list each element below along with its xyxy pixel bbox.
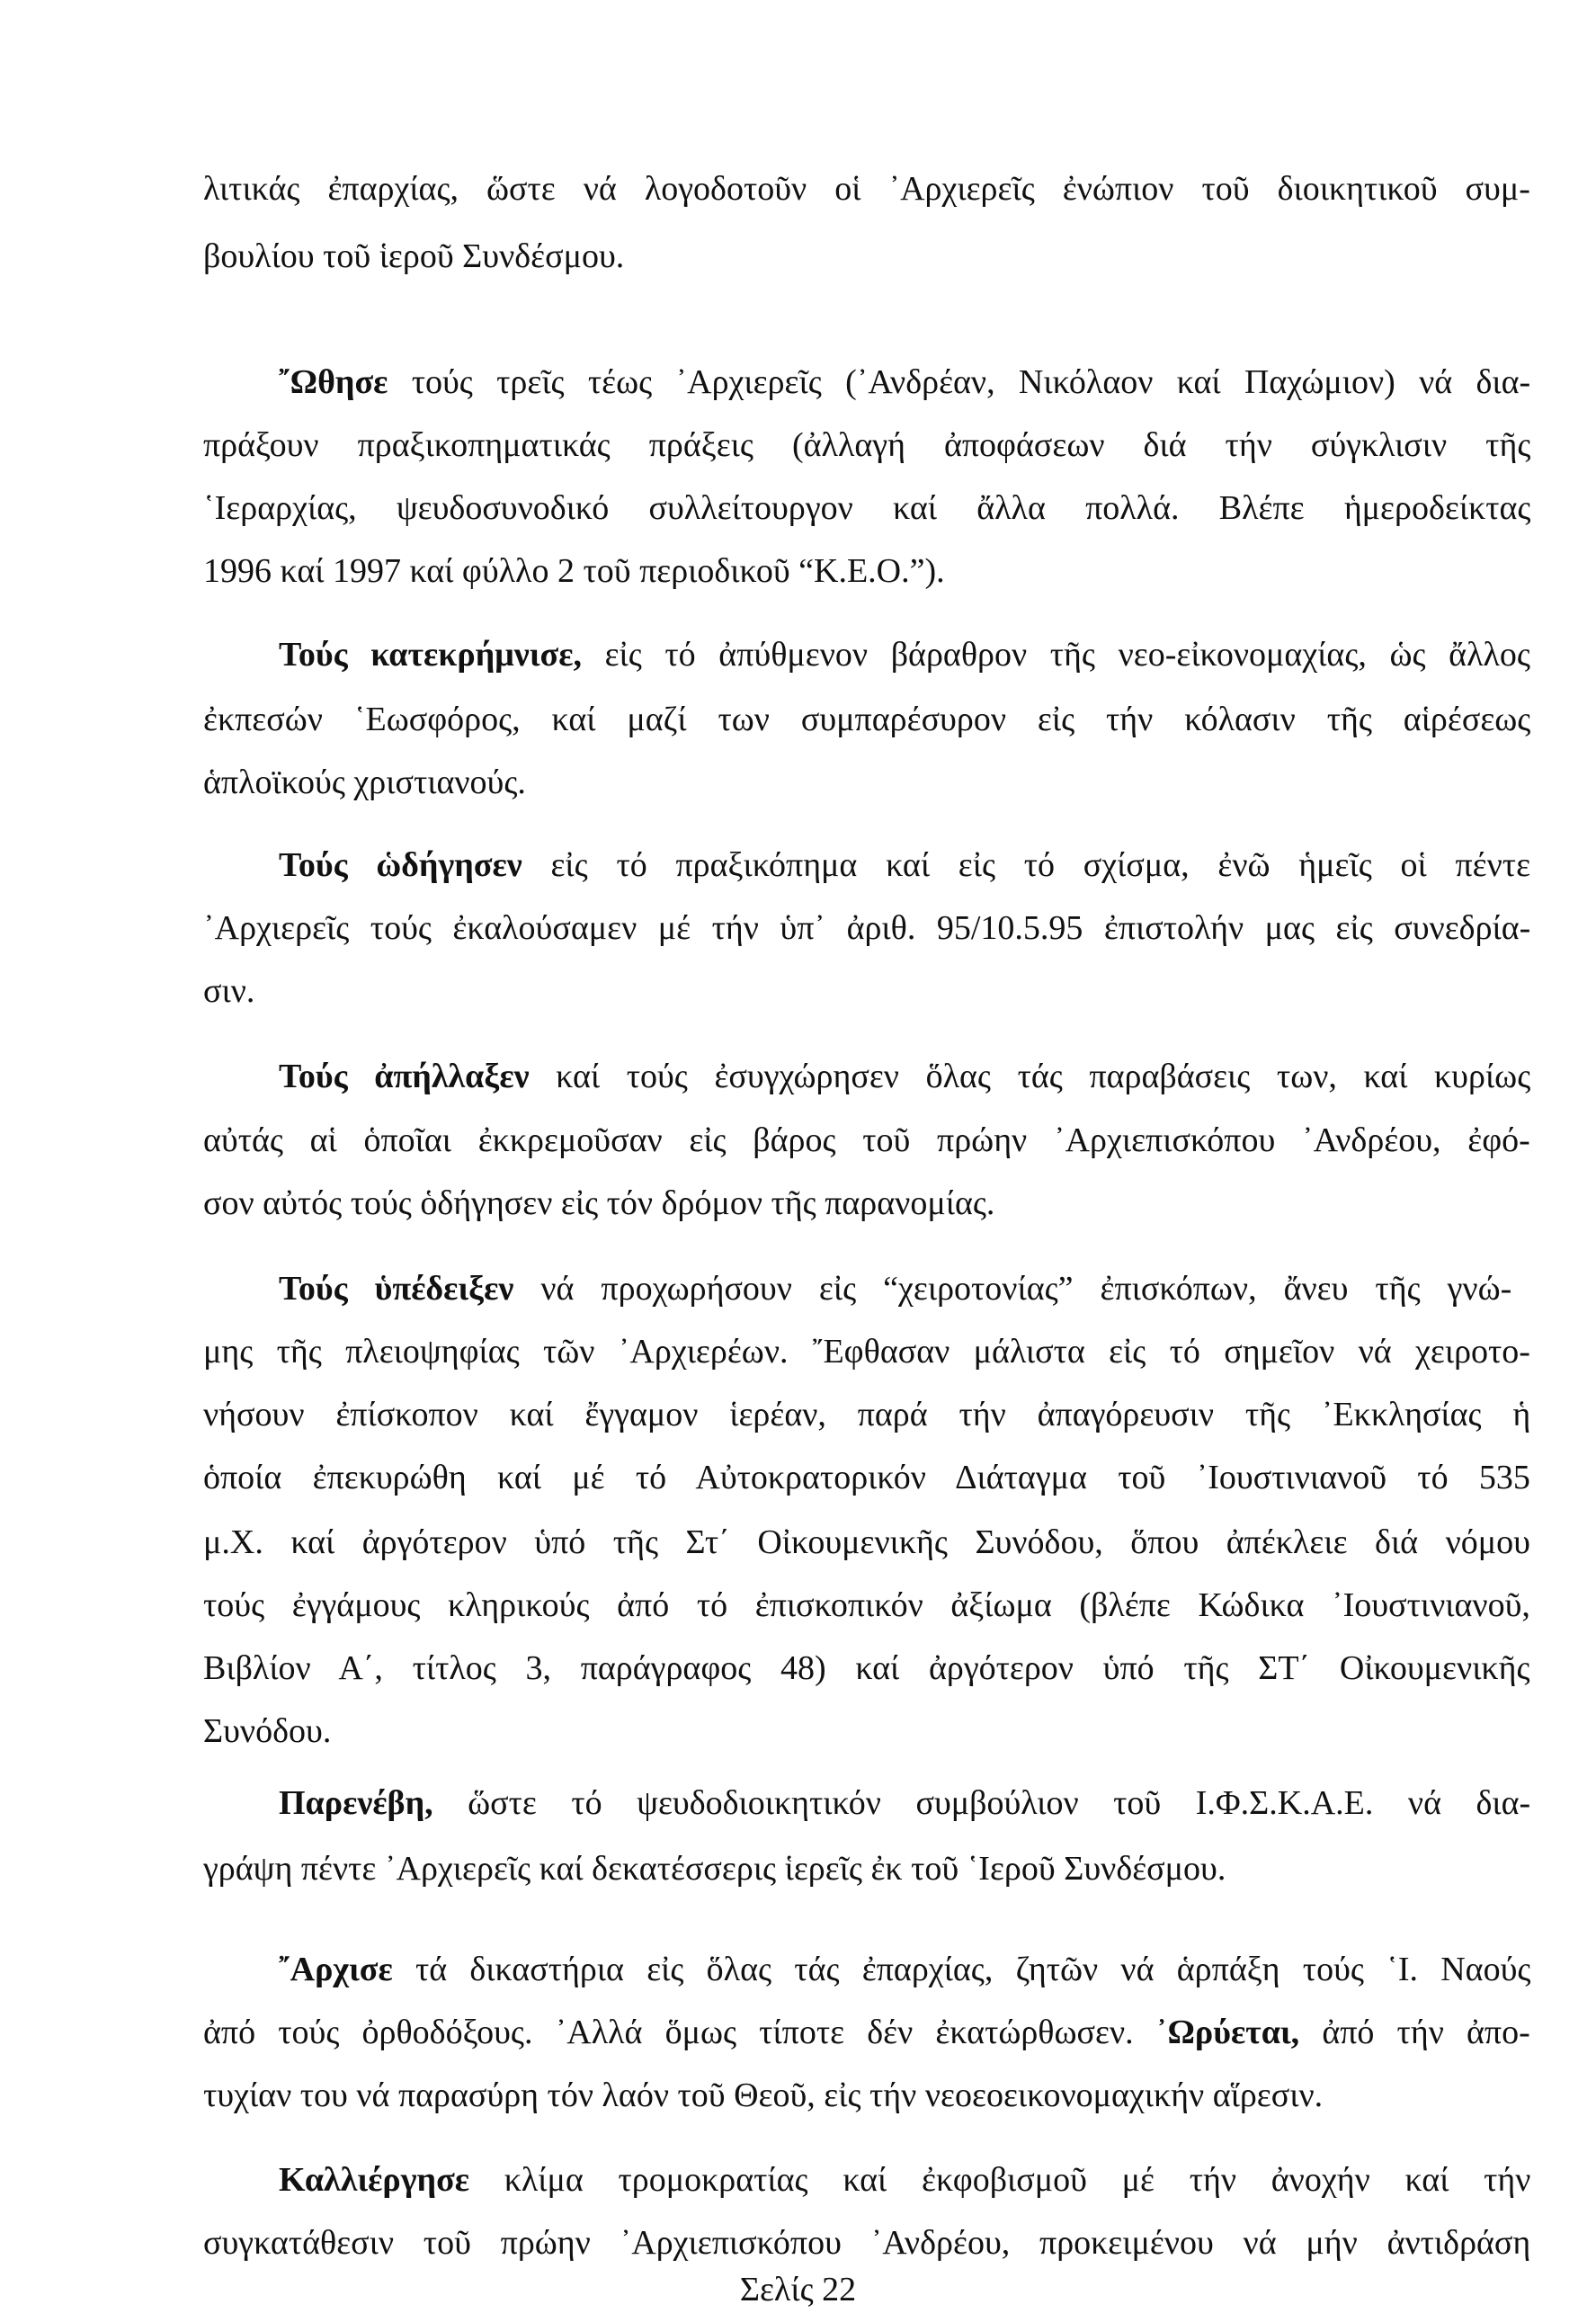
line-text: ὥστε τό ψευδοδιοικητικόν συμβούλιον τοῦ Ι.Φ.Σ.Κ.Α.Ε. νά δια- xyxy=(432,1784,1531,1822)
line-text: τυχίαν του νά παρασύρη τόν λαόν τοῦ Θεοῦ, εἰς τήν νεοεοεικονομαχικήν αἵρεσιν. xyxy=(203,2076,1324,2114)
line-text: ὁποία ἐπεκυρώθη καί μέ τό Αὐτοκρατορικόν Διάταγμα τοῦ ᾿Ιουστινιανοῦ τό 535 xyxy=(203,1459,1530,1496)
text-line xyxy=(203,1391,1530,1438)
bold-lead-word: Καλλιέργησε xyxy=(279,2161,469,2199)
bold-lead-word: Τούς ὑπέδειξεν xyxy=(279,1270,514,1308)
text-line xyxy=(203,2072,1530,2119)
line-text: Βιβλίον Α΄, τίτλος 3, παράγραφος 48) καί ἀργότερον ὑπό τῆς ΣΤ΄ Οἰκουμενικῆς xyxy=(203,1649,1530,1687)
line-text: ῾Ιεραρχίας, ψευδοσυνοδικό συλλείτουργον καί ἄλλα πολλά. Βλέπε ἡμεροδείκτας xyxy=(203,489,1531,527)
line-text: αὐτάς αἱ ὁποῖαι ἐκκρεμοῦσαν εἰς βάρος τοῦ πρώην ᾿Αρχιεπισκόπου ᾿Ανδρέου, ἐφό- xyxy=(203,1121,1530,1159)
line-text: Συνόδου. xyxy=(203,1712,332,1750)
text-line xyxy=(279,1265,1530,1312)
bold-lead-word: Τούς ὡδήγησεν xyxy=(279,846,522,884)
text-line xyxy=(203,1454,1530,1501)
text-line xyxy=(203,1845,1530,1892)
line-text: τά δικαστήρια εἰς ὅλας τάς ἐπαρχίας, ζητῶν νά ἁρπάξη τούς ῾Ι. Ναούς xyxy=(392,1951,1531,1988)
bold-lead-word: ῎Ωθησε xyxy=(279,363,388,401)
line-text: μης τῆς πλειοψηφίας τῶν ᾿Αρχιερέων. ῎Εφθασαν μάλιστα εἰς τό σημεῖον νά χειροτο- xyxy=(203,1333,1530,1371)
line-text: νά προχωρήσουν εἰς “χειροτονίας” ἐπισκόπων, ἄνευ τῆς γνώ- xyxy=(513,1270,1512,1308)
text-line xyxy=(279,631,1530,678)
text-line xyxy=(279,1053,1530,1100)
bold-lead-word: Τούς ἀπήλλαξεν xyxy=(279,1058,530,1095)
line-text: τούς τρεῖς τέως ᾿Αρχιερεῖς (᾿Ανδρέαν, Νικόλαον καί Παχώμιον) νά δια- xyxy=(388,363,1531,401)
text-line xyxy=(203,165,1530,212)
text-line xyxy=(279,842,1530,889)
line-text: ἀπό τήν ἀπο- xyxy=(1299,2014,1530,2051)
line-text: ἁπλοϊκούς χριστιανούς. xyxy=(203,764,526,801)
text-line xyxy=(203,1582,1530,1629)
line-text: 1996 καί 1997 καί φύλλο 2 τοῦ περιοδικοῦ “Κ.Ε.Ο.”). xyxy=(203,552,945,590)
line-text: σιν. xyxy=(203,972,255,1010)
line-text: ἀπό τούς ὀρθοδόξους. ᾿Αλλά ὅμως τίποτε δέν ἐκατώρθωσεν. xyxy=(203,2014,1156,2051)
bold-inline-word: ᾿Ωρύεται, xyxy=(1155,2014,1300,2051)
bold-lead-word: Παρενέβη, xyxy=(279,1784,433,1822)
text-line xyxy=(279,1780,1530,1826)
line-text: κλίμα τρομοκρατίας καί ἐκφοβισμοῦ μέ τήν ἀνοχήν καί τήν xyxy=(469,2161,1531,2199)
text-line xyxy=(279,2157,1530,2203)
line-text: βουλίου τοῦ ἱεροῦ Συνδέσμου. xyxy=(203,237,625,275)
line-text: σον αὐτός τούς ὁδήγησεν εἰς τόν δρόμον τῆς παρανομίας. xyxy=(203,1184,995,1222)
text-line xyxy=(203,1519,1530,1566)
line-text: συγκατάθεσιν τοῦ πρώην ᾿Αρχιεπισκόπου ᾿Ανδρέου, προκειμένου νά μήν ἀντιδράση xyxy=(203,2224,1531,2262)
page-number: Σελίς 22 xyxy=(739,2271,857,2309)
line-text: τούς ἐγγάμους κληρικούς ἀπό τό ἐπισκοπικόν ἀξίωμα (βλέπε Κώδικα ᾿Ιουστινιανοῦ, xyxy=(203,1586,1530,1624)
text-line xyxy=(203,233,1530,280)
text-line xyxy=(203,905,1530,951)
text-line xyxy=(203,968,1530,1014)
text-line xyxy=(203,2009,1530,2056)
bold-lead-word: Τούς κατεκρήμνισε, xyxy=(279,636,582,674)
line-text: ᾿Αρχιερεῖς τούς ἐκαλούσαμεν μέ τήν ὑπ᾿ ἀριθ. 95/10.5.95 ἐπιστολήν μας εἰς συνεδρία- xyxy=(203,909,1531,947)
text-line xyxy=(203,485,1530,531)
text-line xyxy=(203,548,1530,594)
text-line xyxy=(203,696,1530,743)
text-line xyxy=(203,1328,1530,1375)
text-line xyxy=(203,1708,1530,1755)
text-line xyxy=(203,1645,1530,1692)
text-line xyxy=(203,1117,1530,1164)
line-text: καί τούς ἐσυγχώρησεν ὅλας τάς παραβάσεις των, καί κυρίως xyxy=(529,1058,1531,1095)
bold-lead-word: ῎Αρχισε xyxy=(279,1951,393,1988)
line-text: εἰς τό πραξικόπημα καί εἰς τό σχίσμα, ἐνῶ ἡμεῖς οἱ πέντε xyxy=(522,846,1531,884)
line-text: πράξουν πραξικοπηματικάς πράξεις (ἀλλαγή ἀποφάσεων διά τήν σύγκλισιν τῆς xyxy=(203,426,1531,464)
text-line xyxy=(203,2219,1530,2266)
line-text: εἰς τό ἀπύθμενον βάραθρον τῆς νεο-εἰκονομαχίας, ὡς ἄλλος xyxy=(581,636,1530,674)
line-text: λιτικάς ἐπαρχίας, ὥστε νά λογοδοτοῦν οἱ ᾿Αρχιερεῖς ἐνώπιον τοῦ διοικητικοῦ συμ- xyxy=(203,170,1530,208)
text-line xyxy=(203,422,1530,469)
text-line xyxy=(279,359,1530,406)
line-text: γράψη πέντε ᾿Αρχιερεῖς καί δεκατέσσερις ἱερεῖς ἐκ τοῦ ῾Ιεροῦ Συνδέσμου. xyxy=(203,1850,1226,1888)
line-text: νήσουν ἐπίσκοπον καί ἔγγαμον ἱερέαν, παρά τήν ἀπαγόρευσιν τῆς ᾿Εκκλησίας ἡ xyxy=(203,1396,1531,1433)
text-line xyxy=(279,1946,1530,1993)
text-line xyxy=(203,1180,1530,1227)
text-line xyxy=(203,759,1530,806)
line-text: μ.Χ. καί ἀργότερον ὑπό τῆς Στ΄ Οἰκουμενικῆς Συνόδου, ὅπου ἀπέκλειε διά νόμου xyxy=(203,1523,1530,1561)
line-text: ἐκπεσών ῾Εωσφόρος, καί μαζί των συμπαρέσυρον εἰς τήν κόλασιν τῆς αἱρέσεως xyxy=(203,701,1531,738)
